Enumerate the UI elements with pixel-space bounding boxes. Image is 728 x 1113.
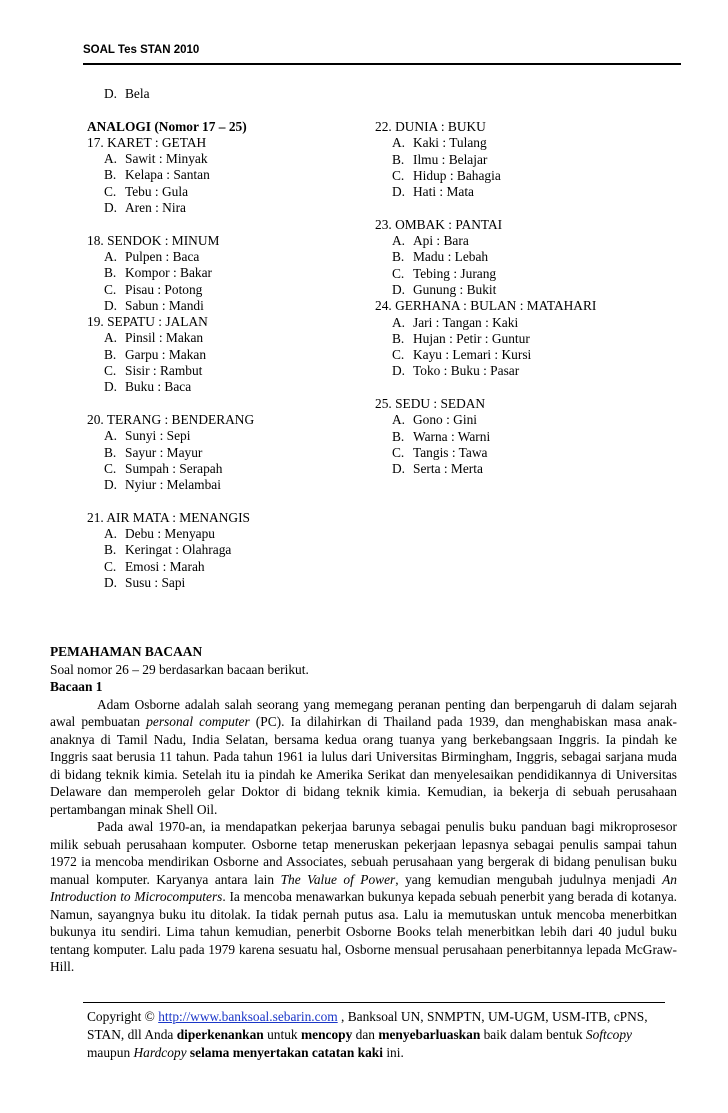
option-text: Warna : Warni: [413, 428, 491, 444]
option-letter: B.: [104, 346, 117, 362]
answer-option: [375, 233, 675, 249]
answer-option: [375, 331, 675, 347]
option-letter: D.: [104, 200, 118, 216]
footer-note: Copyright © http://www.banksoal.sebarin.com , Banksoal UN, SNMPTN, UM-UGM, USM-ITB, cPNS, STAN, dll Anda diperkenankan untuk mencopy dan menyebarluaskan baik dalam bentuk Softcopy maupun Hardcopy selama menyertakan catatan kaki ini.: [87, 1009, 648, 1060]
answer-option: [87, 167, 362, 183]
question-stem: 18. SENDOK : MINUM: [87, 232, 220, 248]
option-text: Sayur : Mayur: [125, 444, 203, 460]
question-stem: 21. AIR MATA : MENANGIS: [87, 509, 250, 525]
option-letter: A.: [104, 151, 118, 167]
carry-over-option: D. Bela: [104, 86, 150, 101]
option-text: Ilmu : Belajar: [413, 151, 488, 167]
question-stem: 20. TERANG : BENDERANG: [87, 411, 255, 427]
option-text: Sunyi : Sepi: [125, 428, 191, 444]
option-letter: A.: [104, 248, 118, 264]
option-letter: D.: [104, 477, 118, 493]
analogy-right-column: [375, 119, 675, 478]
answer-option: [87, 445, 362, 461]
question-stem: 19. SEPATU : JALAN: [87, 314, 208, 330]
analogy-question: [375, 298, 675, 379]
answer-option: [375, 152, 675, 168]
analogy-section-title: ANALOGI (Nomor 17 – 25): [87, 118, 247, 134]
option-letter: C.: [104, 460, 117, 476]
option-letter: B.: [104, 265, 117, 281]
answer-option: [375, 315, 675, 331]
passage-paragraph-1: Adam Osborne adalah salah seorang yang memegang peranan penting dan berpengaruh di dalam sejarah awal pembuatan personal computer (PC). Ia dilahirkan di Thailand pada 1939, dan menghabiskan masa anak-anaknya di Tamil Nadu, India Selatan, bersama kedua orang tuanya yang berkebangsaan Inggris. Ia pindah ke Inggris saat berusia 11 tahun. Pada tahun 1961 ia lulus dari Universitas Birmingham, Inggris, sebagai sarjana muda di bidang teknik kimia. Setelah itu ia pindah ke Amerika Serikat dan menyelesaikan pendidikannya di Universitas Delaware dan memperoleh gelar Doktor di bidang teknik kimia. Kemudian, ia bekerja di sebuah perusahaan pertambangan minak Shell Oil.: [50, 696, 677, 817]
option-letter: A.: [392, 135, 406, 151]
option-text: Gunung : Bukit: [413, 281, 497, 297]
answer-option: [375, 347, 675, 363]
option-text: Serta : Merta: [413, 461, 483, 477]
option-letter: B.: [104, 167, 117, 183]
option-text: Pulpen : Baca: [125, 248, 200, 264]
option-text: Sisir : Rambut: [125, 363, 203, 379]
option-letter: B.: [392, 151, 405, 167]
option-letter: D.: [104, 297, 118, 313]
option-letter: A.: [104, 526, 118, 542]
option-letter: C.: [104, 281, 117, 297]
answer-option: [87, 151, 362, 167]
answer-option: [87, 575, 362, 591]
option-letter: C.: [392, 444, 405, 460]
option-letter: D.: [392, 461, 406, 477]
answer-option: [87, 249, 362, 265]
answer-option: [87, 542, 362, 558]
option-letter: C.: [104, 363, 117, 379]
option-text: Tangis : Tawa: [413, 444, 488, 460]
option-letter: B.: [104, 444, 117, 460]
answer-option: [375, 412, 675, 428]
option-text: Tebing : Jurang: [413, 265, 497, 281]
option-text: Hidup : Bahagia: [413, 167, 501, 183]
option-letter: C.: [392, 265, 405, 281]
page-header: SOAL Tes STAN 2010: [83, 44, 200, 56]
option-text: Keringat : Olahraga: [125, 542, 232, 558]
option-text: Susu : Sapi: [125, 574, 186, 590]
answer-option: [87, 428, 362, 444]
answer-option: [375, 282, 675, 298]
option-text: Toko : Buku : Pasar: [413, 363, 520, 379]
option-letter: A.: [104, 330, 118, 346]
option-letter: D.: [104, 379, 118, 395]
option-letter: C.: [392, 347, 405, 363]
answer-option: [87, 282, 362, 298]
option-text: Buku : Baca: [125, 379, 192, 395]
answer-option: [87, 477, 362, 493]
option-text: Garpu : Makan: [125, 346, 207, 362]
answer-option: [87, 363, 362, 379]
answer-option: [375, 135, 675, 151]
option-text: Sawit : Minyak: [125, 151, 208, 167]
option-text: Kayu : Lemari : Kursi: [413, 347, 532, 363]
option-text: Gono : Gini: [413, 412, 477, 428]
analogy-question: [375, 217, 675, 298]
option-letter: D.: [392, 281, 406, 297]
analogy-question: [87, 135, 362, 216]
question-stem: 17. KARET : GETAH: [87, 134, 207, 150]
answer-option: [375, 266, 675, 282]
answer-option: [375, 168, 675, 184]
answer-option: [87, 461, 362, 477]
option-text: Tebu : Gula: [125, 183, 189, 199]
option-letter: B.: [104, 542, 117, 558]
question-stem: 25. SEDU : SEDAN: [375, 396, 486, 412]
passage-title: Bacaan 1: [50, 679, 103, 694]
option-text: Kelapa : Santan: [125, 167, 210, 183]
analogy-question: [375, 396, 675, 477]
answer-option: [87, 379, 362, 395]
option-letter: D.: [392, 184, 406, 200]
option-letter: C.: [392, 167, 405, 183]
option-text: Hujan : Petir : Guntur: [413, 330, 530, 346]
analogy-left-column: [87, 86, 362, 591]
analogy-question: [87, 510, 362, 591]
answer-option: [375, 429, 675, 445]
option-letter: C.: [104, 183, 117, 199]
option-letter: A.: [104, 428, 118, 444]
header-divider: [83, 63, 681, 65]
answer-option: [87, 330, 362, 346]
option-text: Sabun : Mandi: [125, 297, 204, 313]
option-letter: B.: [392, 428, 405, 444]
reading-section-title: PEMAHAMAN BACAAN: [50, 644, 203, 659]
option-text: Aren : Nira: [125, 200, 186, 216]
answer-option: [375, 184, 675, 200]
option-text: Kaki : Tulang: [413, 135, 487, 151]
answer-option: [87, 200, 362, 216]
option-letter: B.: [392, 330, 405, 346]
answer-option: [375, 445, 675, 461]
option-text: Madu : Lebah: [413, 249, 489, 265]
answer-option: [87, 347, 362, 363]
question-stem: 23. OMBAK : PANTAI: [375, 216, 503, 232]
analogy-question: [87, 233, 362, 314]
analogy-question: [375, 119, 675, 200]
analogy-question: [87, 412, 362, 493]
option-text: Pisau : Potong: [125, 281, 203, 297]
answer-option: [375, 461, 675, 477]
source-link[interactable]: http://www.banksoal.sebarin.com: [158, 1009, 338, 1024]
option-text: Kompor : Bakar: [125, 265, 213, 281]
answer-option: [375, 249, 675, 265]
option-text: Sumpah : Serapah: [125, 460, 223, 476]
option-letter: A.: [392, 233, 406, 249]
option-letter: A.: [392, 314, 406, 330]
option-text: Debu : Menyapu: [125, 526, 215, 542]
option-text: Jari : Tangan : Kaki: [413, 314, 519, 330]
option-letter: A.: [392, 412, 406, 428]
reading-section: [50, 643, 677, 976]
question-stem: 24. GERHANA : BULAN : MATAHARI: [375, 298, 597, 314]
option-text: Nyiur : Melambai: [125, 477, 221, 493]
passage-paragraph-2: Pada awal 1970-an, ia mendapatkan pekerjaa barunya sebagai penulis buku panduan bagi mikroprosesor milik sebuah perusahaan komputer. Osborne tetap meneruskan pekerjaan lepasnya sebagai penulis sampai tahun 1972 ia mencoba mendirikan Osborne and Associates, sebuah perusahaan yang bergerak di bidang penulisan buku manual komputer. Karyanya antara lain The Value of Power, yang kemudian mengubah judulnya menjadi An Introduction to Microcomputers. Ia mencoba menawarkan bukunya kepada sebuah penerbit yang berada di kotanya. Namun, sayangnya buku itu ditolak. Ia tidak pernah putus asa. Lalu ia memutuskan untuk mencoba menerbitkan bukunya itu sendiri. Lima tahun kemudian, penerbit Osborne Books telah menerbitkan lebih dari 40 judul buku tentang komputer. Lalu pada 1979 karena sesuatu hal, Osborne mensual perusahaan penerbitannya lepada McGraw-Hill.: [50, 819, 677, 974]
option-text: Api : Bara: [413, 233, 469, 249]
question-stem: 22. DUNIA : BUKU: [375, 119, 486, 134]
answer-option: [375, 363, 675, 379]
reading-instruction: Soal nomor 26 – 29 berdasarkan bacaan berikut.: [50, 661, 309, 677]
analogy-question: [87, 314, 362, 395]
option-letter: B.: [392, 249, 405, 265]
answer-option: [87, 265, 362, 281]
option-letter: D.: [104, 574, 118, 590]
option-text: Emosi : Marah: [125, 558, 205, 574]
option-letter: C.: [104, 558, 117, 574]
answer-option: [87, 184, 362, 200]
option-text: Pinsil : Makan: [125, 330, 204, 346]
answer-option: [87, 298, 362, 314]
answer-option: [87, 526, 362, 542]
footer-divider: [83, 1002, 665, 1003]
answer-option: [87, 559, 362, 575]
option-text: Hati : Mata: [413, 184, 474, 200]
option-letter: D.: [392, 363, 406, 379]
